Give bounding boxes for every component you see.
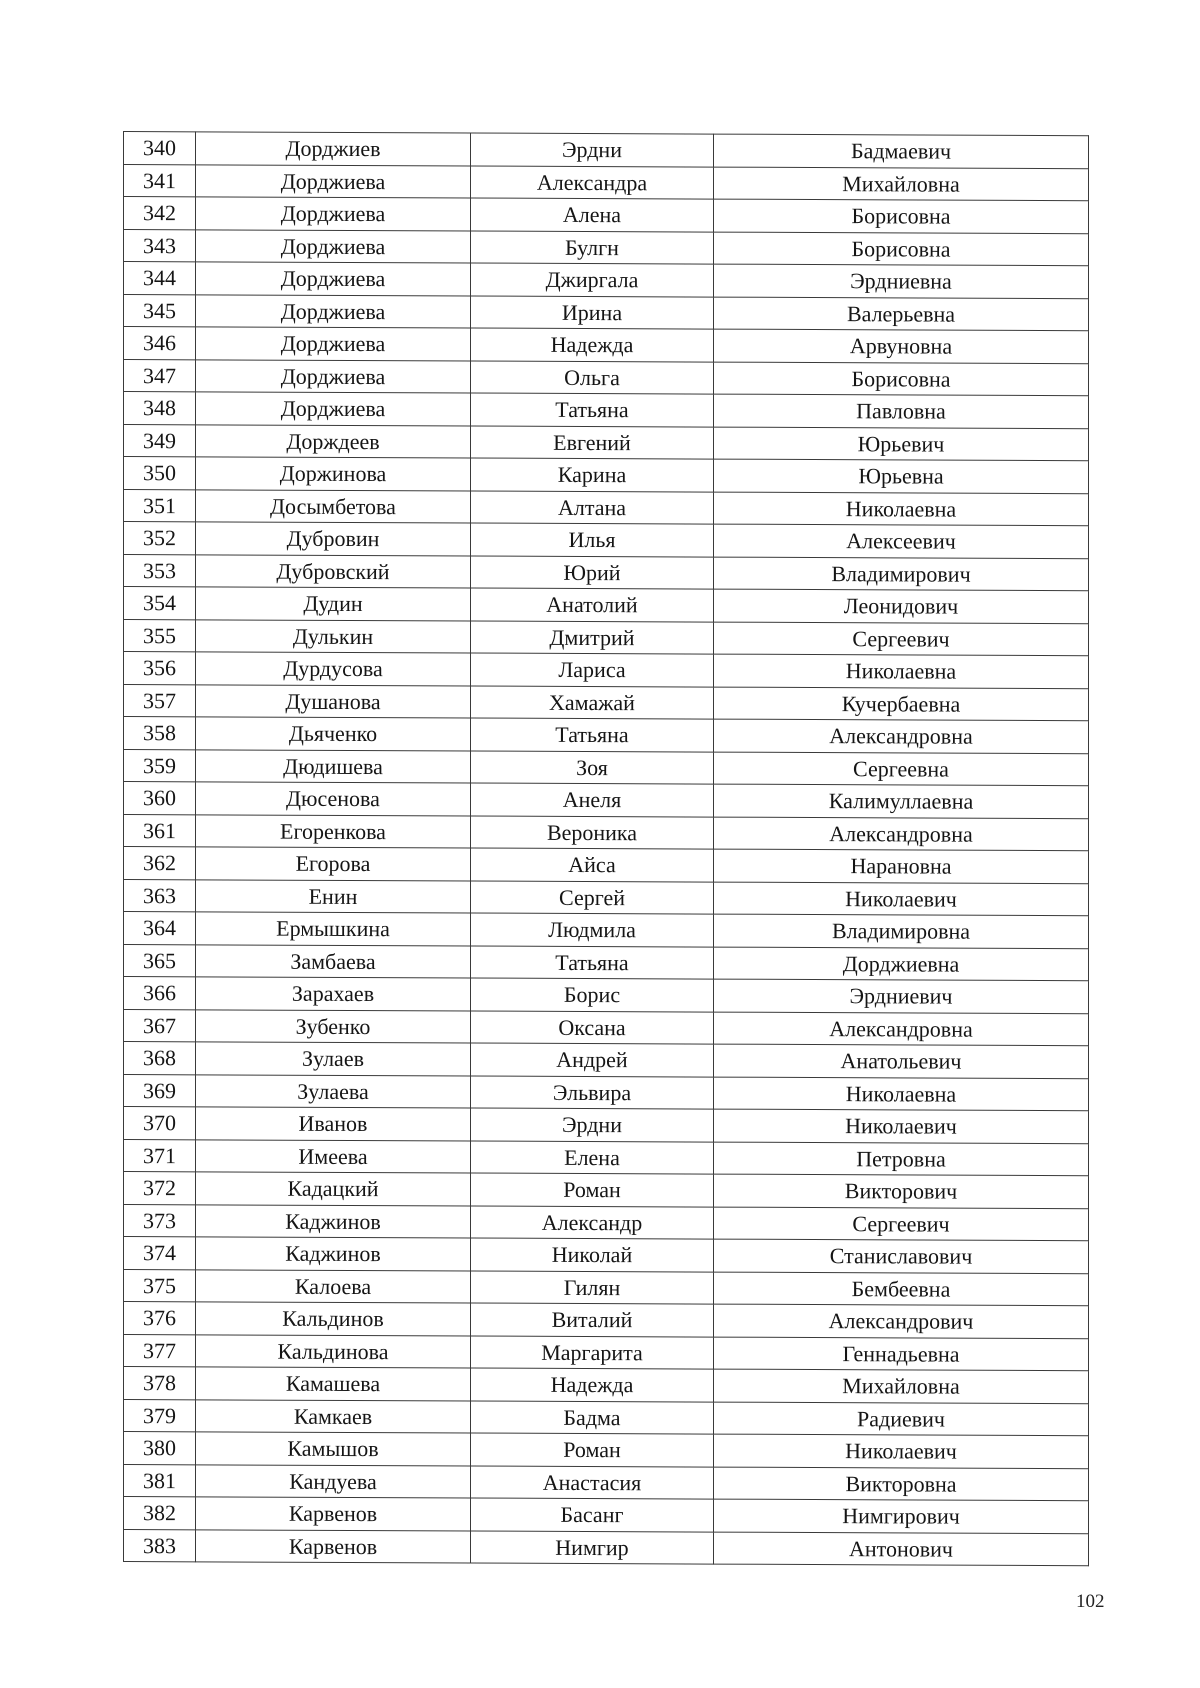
patronymic-cell: Эрдниевна	[714, 264, 1089, 298]
row-number-cell: 357	[124, 684, 196, 717]
table-row	[124, 1139, 1089, 1176]
patronymic-cell: Петровна	[714, 1142, 1089, 1176]
patronymic-cell: Николаевич	[714, 1434, 1089, 1468]
last-name-cell: Досымбетова	[196, 489, 471, 523]
patronymic-cell: Дорджиевна	[714, 947, 1089, 981]
table-row	[124, 262, 1089, 299]
table-row	[124, 912, 1089, 949]
table-row	[124, 359, 1089, 396]
last-name-cell: Кандуева	[196, 1464, 471, 1498]
patronymic-cell: Бадмаевич	[714, 134, 1089, 168]
first-name-cell: Гилян	[471, 1271, 714, 1305]
last-name-cell: Дорждеев	[196, 424, 471, 458]
first-name-cell: Лариса	[471, 653, 714, 687]
row-number-cell: 340	[124, 132, 196, 165]
table-row	[124, 1399, 1089, 1436]
last-name-cell: Дорджиева	[196, 294, 471, 328]
first-name-cell: Джиргала	[471, 263, 714, 297]
last-name-cell: Калоева	[196, 1269, 471, 1303]
first-name-cell: Оксана	[471, 1011, 714, 1045]
last-name-cell: Дорджиева	[196, 327, 471, 361]
patronymic-cell: Николаевич	[714, 1109, 1089, 1143]
table-row	[124, 814, 1089, 851]
row-number-cell: 358	[124, 717, 196, 750]
table-row	[124, 489, 1089, 526]
row-number-cell: 341	[124, 164, 196, 197]
table-row	[124, 424, 1089, 461]
row-number-cell: 356	[124, 652, 196, 685]
first-name-cell: Сергей	[471, 881, 714, 915]
table-row	[124, 1497, 1089, 1534]
row-number-cell: 363	[124, 879, 196, 912]
last-name-cell: Дудин	[196, 587, 471, 621]
patronymic-cell: Радиевич	[714, 1402, 1089, 1436]
row-number-cell: 375	[124, 1269, 196, 1302]
last-name-cell: Дулькин	[196, 619, 471, 653]
last-name-cell: Зубенко	[196, 1009, 471, 1043]
patronymic-cell: Николаевна	[714, 492, 1089, 526]
last-name-cell: Дюсенова	[196, 782, 471, 816]
table-row	[124, 1107, 1089, 1144]
row-number-cell: 362	[124, 847, 196, 880]
first-name-cell: Евгений	[471, 426, 714, 460]
row-number-cell: 344	[124, 262, 196, 295]
patronymic-cell: Владимирович	[714, 557, 1089, 591]
last-name-cell: Зулаева	[196, 1074, 471, 1108]
last-name-cell: Дюдишева	[196, 749, 471, 783]
patronymic-cell: Антонович	[714, 1532, 1089, 1566]
first-name-cell: Эрдни	[471, 133, 714, 167]
first-name-cell: Хамажай	[471, 686, 714, 720]
first-name-cell: Маргарита	[471, 1336, 714, 1370]
last-name-cell: Каджинов	[196, 1237, 471, 1271]
table-row	[124, 294, 1089, 331]
table-row	[124, 229, 1089, 266]
name-list-body	[124, 132, 1089, 1566]
last-name-cell: Дорджиева	[196, 164, 471, 198]
row-number-cell: 355	[124, 619, 196, 652]
patronymic-cell: Анатольевич	[714, 1044, 1089, 1078]
row-number-cell: 352	[124, 522, 196, 555]
row-number-cell: 366	[124, 977, 196, 1010]
row-number-cell: 346	[124, 327, 196, 360]
last-name-cell: Дорджиев	[196, 132, 471, 166]
last-name-cell: Замбаева	[196, 944, 471, 978]
last-name-cell: Дурдусова	[196, 652, 471, 686]
page-number: 102	[1076, 1591, 1105, 1612]
last-name-cell: Дорджиева	[196, 392, 471, 426]
table-row	[124, 1464, 1089, 1501]
patronymic-cell: Кучербаевна	[714, 687, 1089, 721]
last-name-cell: Егоренкова	[196, 814, 471, 848]
table-row	[124, 1009, 1089, 1046]
last-name-cell: Карвенов	[196, 1497, 471, 1531]
row-number-cell: 367	[124, 1009, 196, 1042]
row-number-cell: 377	[124, 1334, 196, 1367]
patronymic-cell: Михайловна	[714, 1369, 1089, 1403]
table-row	[124, 327, 1089, 364]
first-name-cell: Бадма	[471, 1401, 714, 1435]
row-number-cell: 342	[124, 197, 196, 230]
patronymic-cell: Викторович	[714, 1174, 1089, 1208]
last-name-cell: Каджинов	[196, 1204, 471, 1238]
patronymic-cell: Станиславович	[714, 1239, 1089, 1273]
last-name-cell: Душанова	[196, 684, 471, 718]
first-name-cell: Ольга	[471, 361, 714, 395]
row-number-cell: 379	[124, 1399, 196, 1432]
first-name-cell: Надежда	[471, 328, 714, 362]
table-row	[124, 652, 1089, 689]
last-name-cell: Кадацкий	[196, 1172, 471, 1206]
table-row	[124, 1529, 1089, 1566]
patronymic-cell: Николаевна	[714, 1077, 1089, 1111]
row-number-cell: 370	[124, 1107, 196, 1140]
table-row	[124, 1042, 1089, 1079]
patronymic-cell: Борисовна	[714, 362, 1089, 396]
first-name-cell: Татьяна	[471, 718, 714, 752]
row-number-cell: 361	[124, 814, 196, 847]
last-name-cell: Дорджиева	[196, 262, 471, 296]
patronymic-cell: Нарановна	[714, 849, 1089, 883]
first-name-cell: Борис	[471, 978, 714, 1012]
row-number-cell: 368	[124, 1042, 196, 1075]
first-name-cell: Татьяна	[471, 946, 714, 980]
row-number-cell: 343	[124, 229, 196, 262]
last-name-cell: Егорова	[196, 847, 471, 881]
row-number-cell: 353	[124, 554, 196, 587]
patronymic-cell: Сергеевич	[714, 622, 1089, 656]
table-row	[124, 1302, 1089, 1339]
table-row	[124, 1074, 1089, 1111]
first-name-cell: Ирина	[471, 296, 714, 330]
table-row	[124, 1172, 1089, 1209]
row-number-cell: 345	[124, 294, 196, 327]
first-name-cell: Роман	[471, 1173, 714, 1207]
patronymic-cell: Эрдниевич	[714, 979, 1089, 1013]
table-row	[124, 1237, 1089, 1274]
last-name-cell: Карвенов	[196, 1529, 471, 1563]
table-row	[124, 749, 1089, 786]
first-name-cell: Нимгир	[471, 1531, 714, 1565]
table-row	[124, 132, 1089, 169]
row-number-cell: 383	[124, 1529, 196, 1562]
table-row	[124, 164, 1089, 201]
table-row	[124, 522, 1089, 559]
row-number-cell: 360	[124, 782, 196, 815]
first-name-cell: Виталий	[471, 1303, 714, 1337]
patronymic-cell: Павловна	[714, 394, 1089, 428]
first-name-cell: Вероника	[471, 816, 714, 850]
row-number-cell: 376	[124, 1302, 196, 1335]
table-row	[124, 879, 1089, 916]
last-name-cell: Дорджиева	[196, 197, 471, 231]
row-number-cell: 347	[124, 359, 196, 392]
table-row	[124, 847, 1089, 884]
patronymic-cell: Алексеевич	[714, 524, 1089, 558]
last-name-cell: Дорджиева	[196, 359, 471, 393]
table-row	[124, 1367, 1089, 1404]
row-number-cell: 364	[124, 912, 196, 945]
first-name-cell: Людмила	[471, 913, 714, 947]
patronymic-cell: Александровна	[714, 719, 1089, 753]
first-name-cell: Айса	[471, 848, 714, 882]
row-number-cell: 380	[124, 1432, 196, 1465]
last-name-cell: Кальдинова	[196, 1334, 471, 1368]
patronymic-cell: Сергеевич	[714, 1207, 1089, 1241]
table-row	[124, 1432, 1089, 1469]
patronymic-cell: Николаевна	[714, 654, 1089, 688]
last-name-cell: Зулаев	[196, 1042, 471, 1076]
last-name-cell: Камышов	[196, 1432, 471, 1466]
patronymic-cell: Сергеевна	[714, 752, 1089, 786]
patronymic-cell: Юрьевна	[714, 459, 1089, 493]
table-row	[124, 619, 1089, 656]
table-row	[124, 1269, 1089, 1306]
first-name-cell: Эрдни	[471, 1108, 714, 1142]
patronymic-cell: Владимировна	[714, 914, 1089, 948]
table-row	[124, 457, 1089, 494]
first-name-cell: Андрей	[471, 1043, 714, 1077]
row-number-cell: 354	[124, 587, 196, 620]
last-name-cell: Зарахаев	[196, 977, 471, 1011]
table-row	[124, 554, 1089, 591]
last-name-cell: Ермышкина	[196, 912, 471, 946]
row-number-cell: 371	[124, 1139, 196, 1172]
table-row	[124, 1204, 1089, 1241]
patronymic-cell: Валерьевна	[714, 297, 1089, 331]
last-name-cell: Енин	[196, 879, 471, 913]
row-number-cell: 359	[124, 749, 196, 782]
row-number-cell: 374	[124, 1237, 196, 1270]
table-row	[124, 944, 1089, 981]
patronymic-cell: Борисовна	[714, 232, 1089, 266]
first-name-cell: Юрий	[471, 556, 714, 590]
patronymic-cell: Борисовна	[714, 199, 1089, 233]
last-name-cell: Дубровин	[196, 522, 471, 556]
first-name-cell: Анастасия	[471, 1466, 714, 1500]
name-list-table	[123, 131, 1089, 1566]
last-name-cell: Иванов	[196, 1107, 471, 1141]
first-name-cell: Илья	[471, 523, 714, 557]
first-name-cell: Роман	[471, 1433, 714, 1467]
row-number-cell: 350	[124, 457, 196, 490]
row-number-cell: 348	[124, 392, 196, 425]
first-name-cell: Надежда	[471, 1368, 714, 1402]
table-row	[124, 717, 1089, 754]
last-name-cell: Камашева	[196, 1367, 471, 1401]
table-row	[124, 392, 1089, 429]
first-name-cell: Алтана	[471, 491, 714, 525]
table-row	[124, 684, 1089, 721]
row-number-cell: 381	[124, 1464, 196, 1497]
first-name-cell: Эльвира	[471, 1076, 714, 1110]
first-name-cell: Алена	[471, 198, 714, 232]
last-name-cell: Имеева	[196, 1139, 471, 1173]
row-number-cell: 349	[124, 424, 196, 457]
patronymic-cell: Александровна	[714, 1012, 1089, 1046]
table-row	[124, 1334, 1089, 1371]
last-name-cell: Кальдинов	[196, 1302, 471, 1336]
patronymic-cell: Юрьевич	[714, 427, 1089, 461]
first-name-cell: Дмитрий	[471, 621, 714, 655]
patronymic-cell: Калимуллаевна	[714, 784, 1089, 818]
patronymic-cell: Леонидович	[714, 589, 1089, 623]
last-name-cell: Камкаев	[196, 1399, 471, 1433]
table-row	[124, 587, 1089, 624]
last-name-cell: Дубровский	[196, 554, 471, 588]
row-number-cell: 351	[124, 489, 196, 522]
patronymic-cell: Нимгирович	[714, 1499, 1089, 1533]
last-name-cell: Доржинова	[196, 457, 471, 491]
last-name-cell: Дьяченко	[196, 717, 471, 751]
first-name-cell: Александра	[471, 166, 714, 200]
row-number-cell: 369	[124, 1074, 196, 1107]
patronymic-cell: Геннадьевна	[714, 1337, 1089, 1371]
patronymic-cell: Александровна	[714, 817, 1089, 851]
patronymic-cell: Александрович	[714, 1304, 1089, 1338]
first-name-cell: Булгн	[471, 231, 714, 265]
first-name-cell: Карина	[471, 458, 714, 492]
first-name-cell: Басанг	[471, 1498, 714, 1532]
table-row	[124, 782, 1089, 819]
first-name-cell: Елена	[471, 1141, 714, 1175]
row-number-cell: 378	[124, 1367, 196, 1400]
first-name-cell: Татьяна	[471, 393, 714, 427]
row-number-cell: 373	[124, 1204, 196, 1237]
table-row	[124, 197, 1089, 234]
last-name-cell: Дорджиева	[196, 229, 471, 263]
patronymic-cell: Викторовна	[714, 1467, 1089, 1501]
first-name-cell: Зоя	[471, 751, 714, 785]
first-name-cell: Анеля	[471, 783, 714, 817]
first-name-cell: Анатолий	[471, 588, 714, 622]
row-number-cell: 365	[124, 944, 196, 977]
row-number-cell: 372	[124, 1172, 196, 1205]
first-name-cell: Николай	[471, 1238, 714, 1272]
row-number-cell: 382	[124, 1497, 196, 1530]
table-row	[124, 977, 1089, 1014]
patronymic-cell: Николаевич	[714, 882, 1089, 916]
patronymic-cell: Михайловна	[714, 167, 1089, 201]
first-name-cell: Александр	[471, 1206, 714, 1240]
patronymic-cell: Арвуновна	[714, 329, 1089, 363]
patronymic-cell: Бембеевна	[714, 1272, 1089, 1306]
